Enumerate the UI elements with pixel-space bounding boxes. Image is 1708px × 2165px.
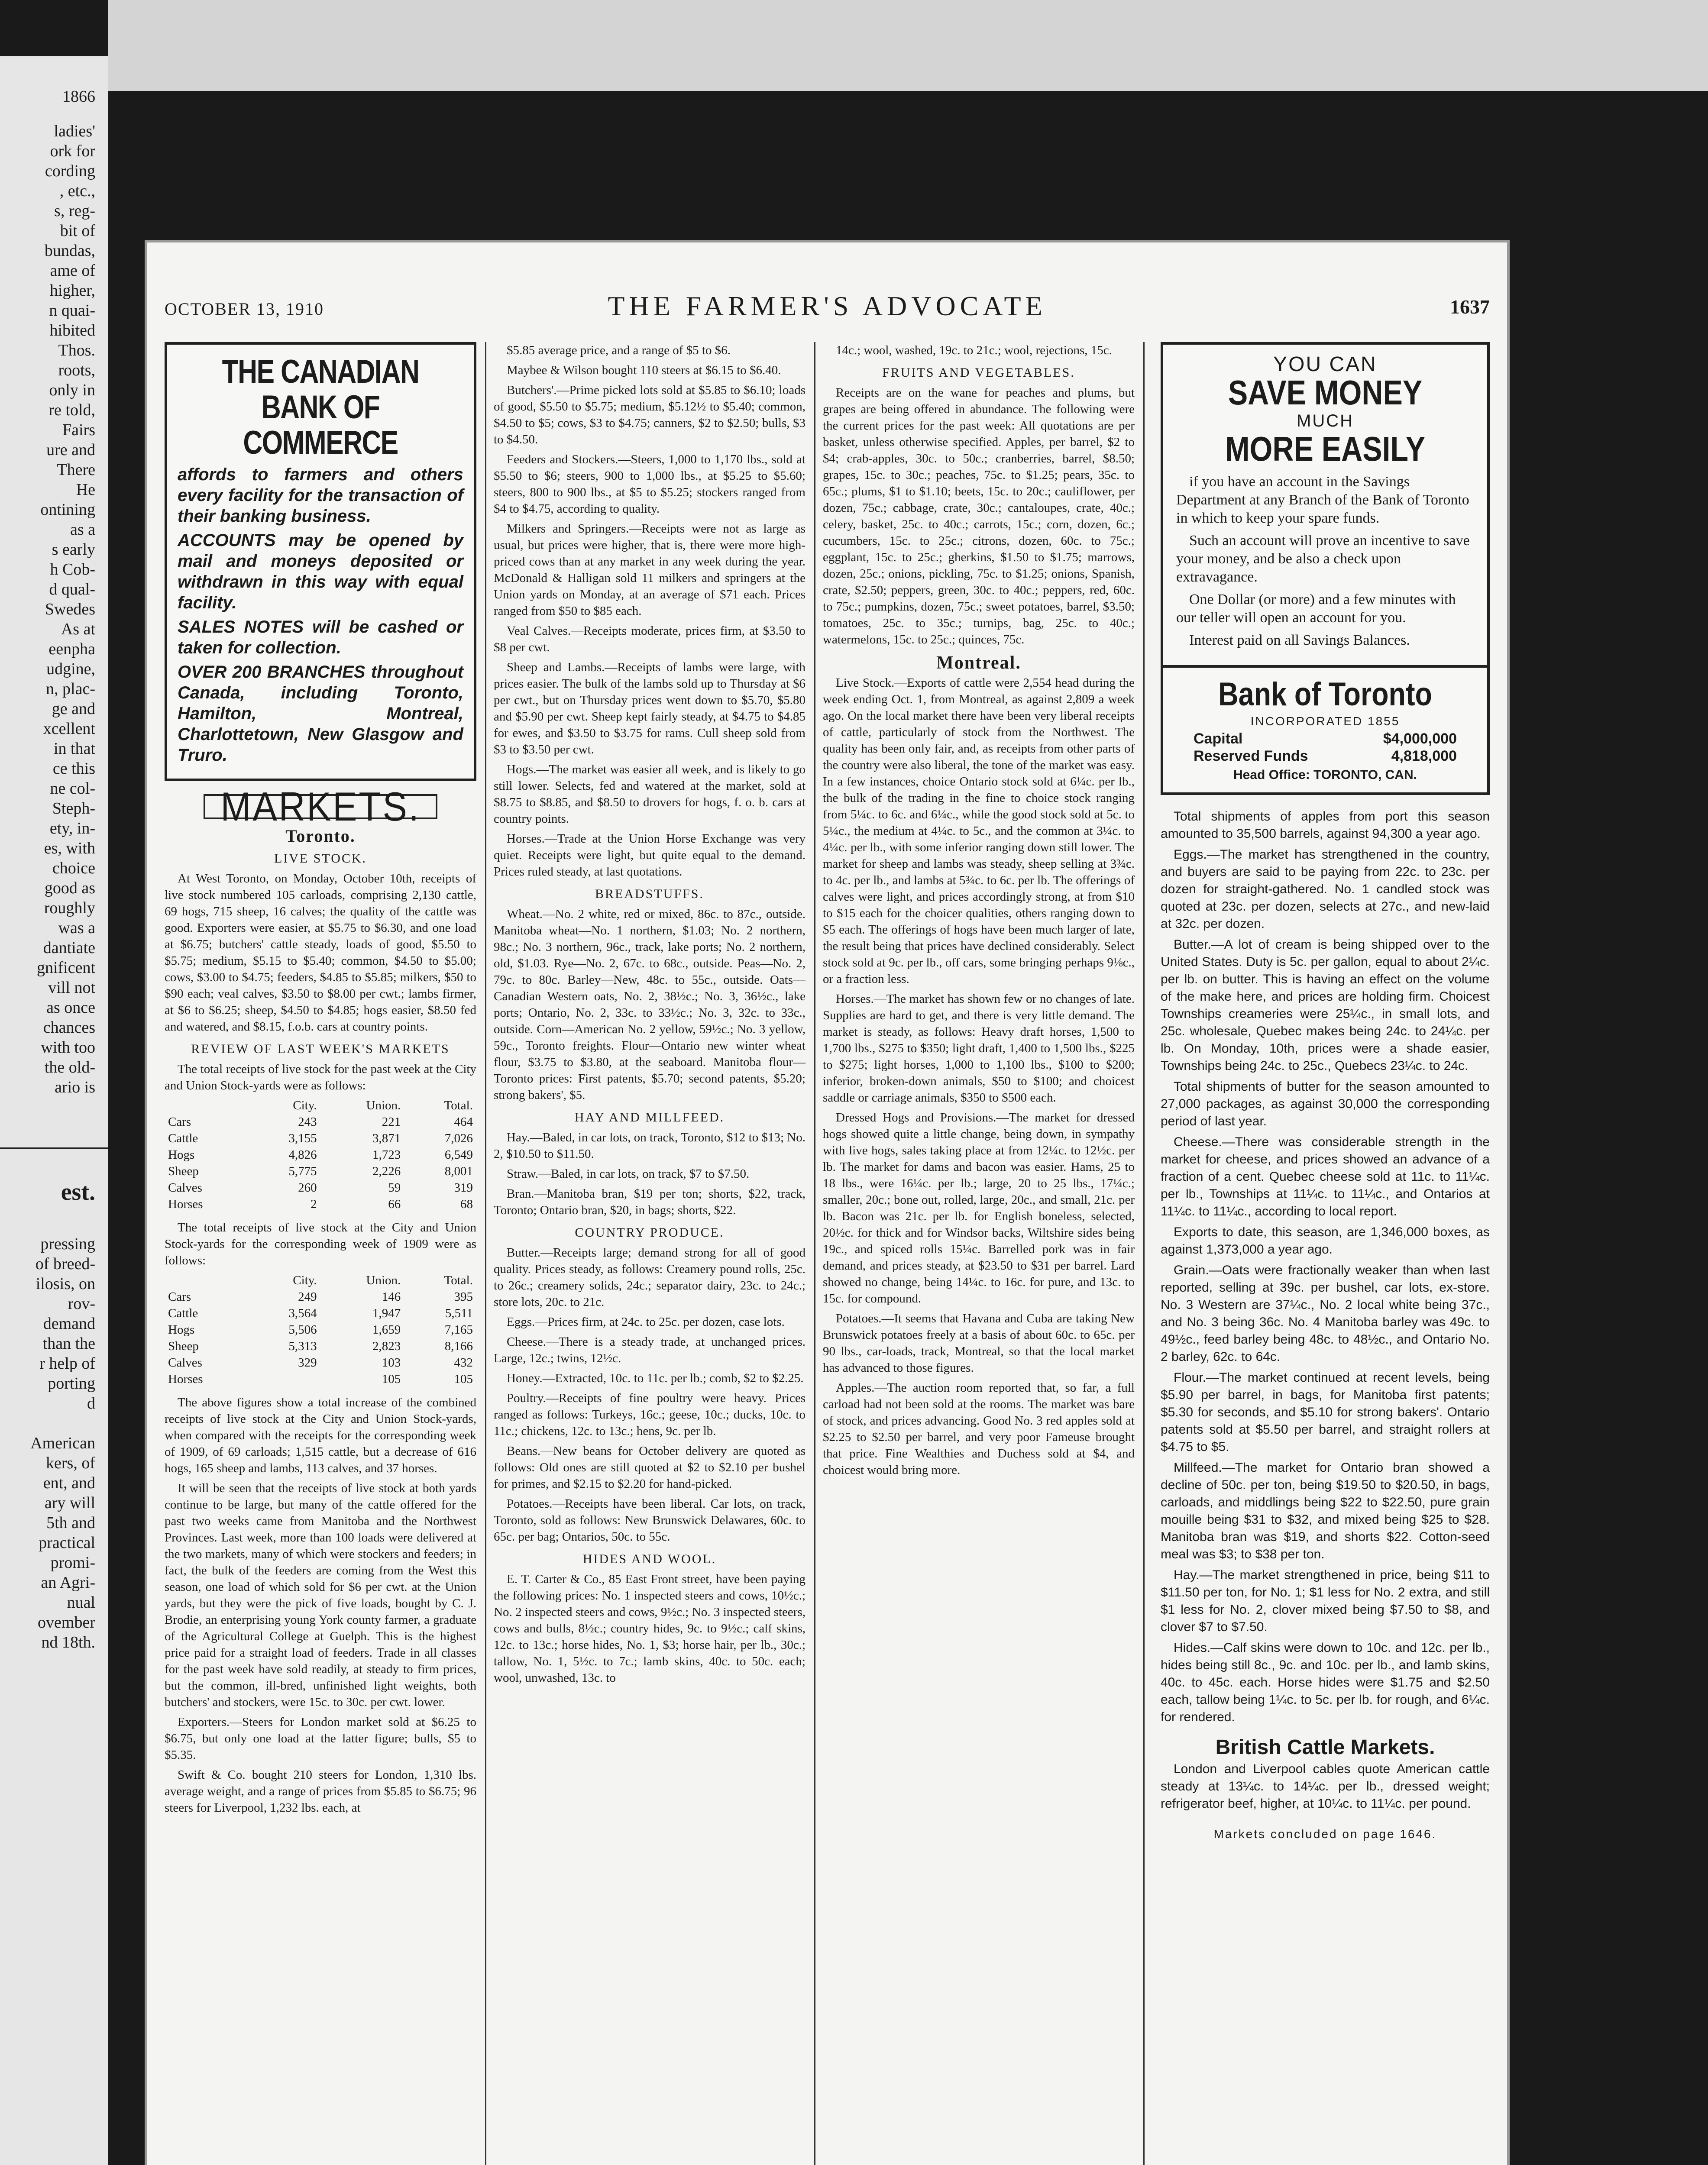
article-paragraph: Milkers and Springers.—Receipts were not as large as usual, but prices were higher, that is, there were more high-priced cows than at any market in any week during the year. McDonald & Halligan sold 11 milkers and springers at the Union yards on Monday, at an average of $71 each. Prices ranged from $50 to $85 each. (494, 522, 805, 618)
montreal-heading: Montreal. (936, 653, 1021, 673)
table-cell: 3,564 (288, 1306, 317, 1320)
adjacent-text-fragment: Thos. (58, 341, 95, 359)
adjacent-text-fragment: ne col- (50, 779, 95, 798)
hides-heading: HIDES AND WOOL. (582, 1552, 717, 1566)
adjacent-text-fragment: demand (43, 1315, 95, 1333)
table-header-cell: City. (293, 1099, 317, 1112)
article-paragraph: Cheese.—There was considerable strength in the market for cheese, and prices showed an advance of a fraction of a cent. Quebec cheese sold at 11c. to 11¼c. per lb., Townships at 11¼c. to 11¼c., and Ontarios at 11¼c. to 11¼c., according to local report. (1161, 1135, 1490, 1218)
bank-of-toronto-savings-ad (1161, 342, 1490, 668)
article-paragraph: Sheep and Lambs.—Receipts of lambs were large, with prices easier. The bulk of the lambs sold up to Thursday at $6 per cwt., but on Thursday prices went down to $5.70, $5.80 and $5.90 per cwt. Sheep kept fairly steady, at $4.75 to $4.85 for ewes, and $3.50 to $3.75 for rams. Cull sheep sold from $3 to $3.50 per cwt. (494, 660, 805, 756)
issue-date: OCTOBER 13, 1910 (165, 299, 324, 319)
adjacent-text-fragment: re told, (49, 401, 95, 419)
cbc-paragraph: OVER 200 BRANCHES throughout Canada, including Toronto, Hamilton, Montreal, Charlottetown, New Glasgow and Truro. (178, 662, 463, 765)
adjacent-text-fragment: Steph- (52, 799, 95, 818)
cbc-paragraph: ACCOUNTS may be opened by mail and moneys deposited or withdrawn in this way with equal facility. (178, 531, 463, 612)
article-paragraph: Hay.—The market strengthened in price, being $11 to $11.50 per ton, for No. 1; $1 less for No. 2 extra, and still $1 less for No. 2, clover mixed being $7.50 to $8, and clover $7 to $7.50. (1161, 1568, 1490, 1634)
review-heading: REVIEW OF LAST WEEK'S MARKETS (191, 1042, 450, 1056)
article-paragraph: Eggs.—Prices firm, at 24c. to 25c. per dozen, case lots. (507, 1315, 785, 1329)
table-cell: 432 (454, 1356, 473, 1370)
adjacent-text-fragment: ary will (44, 1494, 95, 1512)
adjacent-text-fragment: roughly (44, 899, 95, 917)
column-rule (1143, 342, 1145, 2165)
adjacent-page (0, 56, 108, 2165)
article-paragraph: Hides.—Calf skins were down to 10c. and 12c. per lb., hides being still 8c., 9c. and 10c. per lb., and lamb skins, 40c. to 45c. each. Horse hides were $1.75 and $2.50 each, tallow being 1¼c. to 5c. per lb. for rough, and 6¼c. for rendered. (1161, 1641, 1490, 1724)
adjacent-text-fragment: an Agri- (41, 1574, 95, 1592)
cbc-body (178, 464, 463, 766)
capital-label: Capital (1194, 730, 1243, 747)
table-cell: 3,871 (372, 1131, 401, 1145)
adjacent-text-fragment: was a (58, 919, 95, 937)
table-cell: 8,001 (444, 1164, 473, 1178)
table-cell: 7,165 (444, 1323, 473, 1337)
cbc-title: THE CANADIAN BANK OF COMMERCE (222, 353, 419, 461)
bank-of-toronto-card (1161, 665, 1490, 795)
article-paragraph: Wheat.—No. 2 white, red or mixed, 86c. to 87c., outside. Manitoba wheat—No. 1 northern, $1.03; No. 2 northern, 98c.; No. 3 northern, 96c., track, lake ports; No. 2 northern, old, $1.03. Rye—No. 2, 67c. to 68c., outside. Peas—No. 2, 79c. to 80c. Barley—New, 48c. to 55c., outside. Oats—Canadian Western oats, No. 2, 38½c.; No. 3, 36½c., lake ports; Ontario, No. 2, 33c. to 33½c.; No. 3, 32c. to 33c., outside. Corn—American No. 2 yellow, 59½c.; No. 3 yellow, 59c., Toronto freights. Flour—Ontario new winter wheat flour, $3.75 to $3.80, at the seaboard. Manitoba flour—Toronto prices: First patents, $5.70; second patents, $5.20; strong bakers', $5. (494, 907, 805, 1102)
column-1 (165, 342, 476, 1819)
live-stock-heading: LIVE STOCK. (274, 851, 367, 866)
incorporated-line: INCORPORATED 1855 (1250, 714, 1400, 728)
article-paragraph: Feeders and Stockers.—Steers, 1,000 to 1,170 lbs., sold at $5.50 to $6; steers, 900 to 1,000 lbs., at $5.25 to $5.60; steers, 800 to 900 lbs., at $5 to $5.25; stockers ranged from $4 to $4.75, according to quality. (494, 452, 805, 516)
table-cell: Hogs (168, 1323, 195, 1337)
table-cell: 395 (454, 1290, 473, 1304)
table-cell: 464 (454, 1115, 473, 1129)
toronto-heading: Toronto. (285, 826, 356, 846)
adjacent-text-fragment: s, reg- (54, 202, 95, 220)
article-paragraph: Hogs.—The market was easier all week, and is likely to go still lower. Selects, fed and watered at the market, sold at $8.75 to $8.85, and $8.50 to drovers for hogs, f. o. b. cars at country points. (494, 763, 805, 826)
ad-paragraph: if you have an account in the Savings Department at any Branch of the Bank of Toronto in which to keep your spare funds. (1176, 474, 1469, 526)
article-paragraph: Veal Calves.—Receipts moderate, prices firm, at $3.50 to $8 per cwt. (494, 624, 805, 654)
article-paragraph: Maybee & Wilson bought 110 steers at $6.15 to $6.40. (507, 363, 781, 377)
table-cell: Calves (168, 1356, 202, 1370)
article-paragraph: Eggs.—The market has strengthened in the country, and buyers are said to be paying from 22c. to 23c. per dozen for straight-gathered. No. 1 candled stock was quoted at 23c. per dozen, selects at 27c., and new-laid at 32c. per dozen. (1161, 847, 1490, 931)
receipts-table-1910 (165, 1097, 476, 1212)
adjacent-text-fragment: d (87, 1394, 95, 1412)
adjacent-text-fragment: d qual- (49, 580, 95, 598)
adjacent-text-fragment: bit of (60, 222, 95, 240)
article-paragraph: E. T. Carter & Co., 85 East Front street, have been paying the following prices: No. 1 inspected steers and cows, 10½c.; No. 2 inspected steers and cows, 9½c.; No. 3 inspected steers, cows and bulls, 8½c.; country hides, 9c. to 9½c.; calf skins, 12c. to 13c.; horse hides, No. 1, $3; horse hair, per lb., 30c.; tallow, No. 1, 5½c. to 7c.; lamb skins, 40c. to 50c. each; wool, unwashed, 13c. to (494, 1572, 805, 1685)
article-paragraph: Bran.—Manitoba bran, $19 per ton; shorts, $22, track, Toronto; Ontario bran, $20, in bags; shorts, $22. (494, 1187, 805, 1217)
adjacent-text-fragment: udgine, (46, 660, 95, 678)
table-cell: Cattle (168, 1306, 198, 1320)
adjacent-text-fragment: with too (41, 1038, 95, 1057)
column-4 (1161, 342, 1490, 1843)
table-row (165, 1354, 476, 1371)
adjacent-text-fragment: ety, in- (49, 819, 95, 837)
adjacent-text-fragment: s early (52, 540, 95, 559)
table-cell: 249 (298, 1290, 317, 1304)
reserve-label: Reserved Funds (1194, 748, 1308, 764)
adjacent-text-fragment: hibited (49, 321, 95, 339)
table-cell: Cars (168, 1115, 191, 1129)
adjacent-text-fragment: cording (45, 162, 95, 180)
article-paragraph: Cheese.—There is a steady trade, at unchanged prices. Large, 12c.; twins, 12½c. (494, 1335, 805, 1365)
article-paragraph: The total receipts of live stock for the past week at the City and Union Stock-yards were as follows: (165, 1062, 476, 1092)
table-cell: 260 (298, 1181, 317, 1195)
table-cell: 329 (298, 1356, 317, 1370)
adjacent-text-fragment: kers, of (46, 1454, 95, 1472)
adjacent-text-fragment: h Cob- (50, 560, 95, 578)
adjacent-text-fragment: es, with (44, 839, 95, 857)
adjacent-text-fragment: ontining (40, 501, 95, 519)
article-paragraph: At West Toronto, on Monday, October 10th, receipts of live stock numbered 105 carloads, comprising 2,130 cattle, 69 hogs, 715 sheep, 16 calves; the quality of the cattle was good. Exporters were easier, at $5.75 to $6.30, and one load at $6.75; butchers' cattle steady, loads of good, $5.50 to $5.75; medium, $5.15 to $5.40; common, $4.50 to $5.00; cows, $3.00 to $4.75; feeders, $4.85 to $5.85; milkers, $50 to $90 each; veal calves, $3.50 to $8.00 per cwt.; lambs firmer, at $6 to $6.25; sheep, $4.50 to $4.85; hogs easier, $8.50 fed and watered, and $8.15, f.o.b. cars at country points. (165, 872, 476, 1034)
ad-headline: MORE EASILY (1225, 430, 1426, 468)
adjacent-text-fragment: 5th and (46, 1514, 95, 1532)
table-header-cell: Total. (444, 1273, 473, 1287)
cbc-paragraph: affords to farmers and others every facility for the transaction of their banking business. (178, 465, 463, 526)
table-cell: 6,549 (444, 1148, 473, 1162)
adjacent-text-fragment: As at (61, 620, 95, 638)
adjacent-text-fragment: practical (39, 1534, 95, 1552)
adjacent-text-fragment: of breed- (35, 1255, 95, 1273)
adjacent-text-fragment: Swedes (45, 600, 95, 618)
table-cell: Cattle (168, 1131, 198, 1145)
british-cattle-markets-heading: British Cattle Markets. (1215, 1736, 1435, 1759)
adjacent-text-fragment: dantiate (43, 939, 95, 957)
publication-title: THE FARMER'S ADVOCATE (608, 291, 1047, 321)
article-paragraph: Honey.—Extracted, 10c. to 11c. per lb.; comb, $2 to $2.25. (507, 1371, 804, 1385)
table-header-cell: Union. (366, 1099, 401, 1112)
table-cell: 105 (382, 1372, 401, 1386)
table-row (165, 1130, 476, 1147)
adjacent-text-fragment: xcellent (43, 720, 95, 738)
adjacent-text-fragment: promi- (50, 1554, 95, 1572)
ad-paragraph: Interest paid on all Savings Balances. (1189, 632, 1410, 648)
adjacent-text-fragment: ork for (50, 142, 95, 160)
adjacent-text-fragment: n, plac- (46, 680, 95, 698)
canadian-bank-of-commerce-ad (165, 342, 476, 781)
table-header-cell: Total. (444, 1099, 473, 1112)
table-cell: 5,313 (288, 1339, 317, 1353)
article-paragraph: Receipts are on the wane for peaches and plums, but grapes are being offered in abundance. The following were the current prices for the past week: All quotations are per basket, unless otherwise specified. Apples, per barrel, $2 to $4; crab-apples, 30c. to 50c.; cranberries, barrel, $8.50; grapes, 15c. to 30c.; peaches, 75c. to $1.25; pears, 35c. to 65c.; plums, $1 to $1.10; beets, 15c. to 20c.; cauliflower, per dozen, 75c.; cabbage, crate, 30c.; cantaloupes, crate, 40c.; celery, basket, 25c. to 40c.; carrots, 15c.; corn, dozen, 6c.; cucumbers, 15c. to 25c.; citrons, dozen, 60c. to 75c.; eggplant, 15c. to 25c.; gherkins, $1.50 to $1.75; marrows, dozen, 25c.; onions, pickling, 75c. to $1.25; onions, Spanish, crate, $2.50; peppers, green, 30c. to 40c.; peppers, red, 60c. to 75c.; pumpkins, dozen, 75c.; sweet potatoes, barrel, $3.50; tomatoes, 25c. to 35c.; turnips, bag, 25c. to 40c.; watermelons, 15c. to 25c.; quinces, 75c. (823, 386, 1135, 646)
table-row (165, 1338, 476, 1354)
table-cell: 59 (388, 1181, 401, 1195)
table-cell: Sheep (168, 1339, 199, 1353)
adjacent-text-fragment: rov- (68, 1295, 95, 1313)
adjacent-text-fragment: in that (53, 740, 95, 758)
adjacent-text-fragment: good as (44, 879, 95, 897)
adjacent-text-fragment: nual (67, 1593, 95, 1612)
adjacent-text-fragment: There (57, 461, 95, 479)
film-margin-top (108, 0, 1708, 91)
table-header-cell: Union. (366, 1273, 401, 1287)
ad-lead: YOU CAN (1273, 353, 1377, 376)
table-cell: Horses (168, 1197, 203, 1211)
article-paragraph: Total shipments of apples from port this season amounted to 35,500 barrels, against 94,300 a year ago. (1161, 809, 1490, 841)
column-rule (485, 342, 486, 2165)
table-header-cell: City. (293, 1273, 317, 1287)
adjacent-text-fragment: bundas, (44, 242, 95, 260)
adjacent-text-fragment: ovember (38, 1613, 95, 1632)
table-cell: 105 (454, 1372, 473, 1386)
table-header-cell (165, 1272, 249, 1289)
adjacent-text-fragment: vill not (48, 979, 95, 997)
table-cell: Hogs (168, 1148, 195, 1162)
article-paragraph: Millfeed.—The market for Ontario bran showed a decline of 50c. per ton, being $19.50 to $20.50, in bags, carloads, and middlings being $22 to $22.50, pure grain mouille being $31 to $32, and mixed being $25 to $28. Manitoba bran was $19, and shorts $22. Cotton-seed meal was $3; to $38 per ton. (1161, 1461, 1490, 1561)
page-number: 1637 (1450, 296, 1490, 318)
capital-value: $4,000,000 (1383, 730, 1457, 747)
adjacent-text-fragment: as a (70, 520, 95, 539)
table-cell: 2 (311, 1197, 317, 1211)
article-paragraph: Horses.—Trade at the Union Horse Exchange was very quiet. Receipts were light, but quite equal to the demand. Prices ruled steady, at last quotations. (494, 832, 805, 879)
table-row (165, 1114, 476, 1130)
adjacent-text-fragment: the old- (44, 1058, 95, 1076)
article-paragraph: Flour.—The market continued at recent levels, being $5.90 per barrel, in bags, for Manitoba first patents; $5.30 for seconds, and $5.10 for strong bakers'. Ontario patents sold at $5.50 per barrel, and straight rollers at $4.75 to $5. (1161, 1370, 1490, 1454)
table-cell: Calves (168, 1181, 202, 1195)
table-row (165, 1305, 476, 1322)
newspaper-page (147, 242, 1507, 2165)
table-cell: 5,511 (445, 1306, 473, 1320)
table-row (165, 1371, 476, 1387)
article-paragraph: Beans.—New beans for October delivery are quoted as follows: Old ones are still quoted at $2 to $2.10 per bushel for primes, and $2.15 to $2.20 for hand-picked. (494, 1444, 805, 1491)
adjacent-text-fragment: ge and (52, 700, 95, 718)
article-paragraph: It will be seen that the receipts of live stock at both yards continue to be large, but many of the cattle offered for the past two weeks came from Manitoba and the Northwest Provinces. Last week, more than 100 loads were delivered at the two markets, many of which were stockers and feeders; in fact, the bulk of the feeders are coming from the West this season, one load of which sold for $6 per cwt. at the Union yards, but they were the pick of five loads, bought by C. J. Brodie, an enterprising young York county farmer, a graduate of the Agricultural College at Guelph. This is the highest price paid for a straight load of feeders. Trade in all classes for the past week have sold readily, at steady to firm prices, but the common, ill-bred, unfinished light weights, both butchers' and stockers, were 15c. to 30c. per cwt. lower. (165, 1481, 476, 1709)
adjacent-text-fragment: porting (48, 1374, 95, 1393)
article-paragraph: Straw.—Baled, in car lots, on track, $7 to $7.50. (507, 1167, 750, 1181)
reserve-row (1176, 747, 1474, 765)
table-cell: Horses (168, 1372, 203, 1386)
table-cell: 66 (388, 1197, 401, 1211)
table-cell: 1,659 (372, 1323, 401, 1337)
adjacent-text-fragment: gnificent (36, 959, 95, 977)
cbc-paragraph: SALES NOTES will be cashed or taken for collection. (178, 617, 463, 657)
table-cell: 4,826 (288, 1148, 317, 1162)
adjacent-text-fragment: He (76, 481, 95, 499)
table-cell: 7,026 (444, 1131, 473, 1145)
table-cell: 319 (454, 1181, 473, 1195)
adjacent-text-fragment: ladies' (54, 122, 95, 140)
table-cell: 3,155 (288, 1131, 317, 1145)
article-paragraph: Apples.—The auction room reported that, so far, a full carload had not been sold at the rooms. The market was bare of stock, and prices advancing. Good No. 3 red apples sold at $2.25 to $2.50 per barrel, and very poor Fameuse brought that price. Fine Wealthies and Duchess sold at $4, and choicest would bring more. (823, 1381, 1135, 1477)
receipts-table-1909 (165, 1272, 476, 1387)
ad-headline: SAVE MONEY (1228, 373, 1423, 412)
bank-name: Bank of Toronto (1218, 676, 1432, 713)
article-paragraph: Grain.—Oats were fractionally weaker than when last reported, selling at 39c. per bushel, car lots, ex-store. No. 3 Western are 37¼c., No. 2 local white being 37c., and No. 3 being 36c. No. 4 Manitoba barley was 49c. to 49½c., feed barley being 48c. to 48½c., and Ontario No. 2 barley, 62c. to 64c. (1161, 1263, 1490, 1364)
table-row (165, 1163, 476, 1179)
markets-banner: MARKETS. (204, 794, 437, 819)
adjacent-text-fragment: choice (52, 859, 95, 877)
adjacent-text-fragment: chances (43, 1018, 95, 1037)
article-paragraph: Dressed Hogs and Provisions.—The market for dressed hogs showed quite a little change, being down, in sympathy with live hogs, sales taking place at from 12¼c. to 12½c. per lb. The market for dams and bacon was easier. Hams, 25 to 18 lbs., were 16¼c. per lb.; large, 20 to 25 lbs., 17¼c.; smaller, 20c.; bone out, rolled, large, 20c., and small, 21c. per lb. Bacon was 21c. per lb. for English boneless, selected, 20½c. for thick and for Windsor backs, Wiltshire sides being 19c., and spiced rolls 15¼c. Barrelled pork was in fair demand, and prices steady, at $23.50 to $31 per barrel. Lard showed no change, being 14¼c. to 16c. for pure, and 13c. to 15c. for compound. (823, 1111, 1135, 1305)
reserve-value: 4,818,000 (1391, 748, 1457, 764)
article-paragraph: $5.85 average price, and a range of $5 to $6. (507, 343, 731, 357)
table-cell: 103 (382, 1356, 401, 1370)
article-paragraph: Butter.—Receipts large; demand strong for all of good quality. Prices steady, as follows: Creamery pound rolls, 25c. to 26c.; creamery solids, 24c.; separator dairy, 23c. to 24c.; store lots, 20c. to 21c. (494, 1246, 805, 1309)
adjacent-text-fragment: as once (46, 998, 95, 1017)
adjacent-text-fragment: higher, (49, 281, 95, 300)
capital-row (1176, 730, 1474, 747)
hay-heading: HAY AND MILLFEED. (574, 1110, 725, 1125)
adjacent-text-fragment: ent, and (43, 1474, 95, 1492)
table-cell (249, 1371, 320, 1387)
adjacent-text-fragment: roots, (58, 361, 95, 379)
table-header-cell (165, 1097, 249, 1114)
table-cell: Sheep (168, 1164, 199, 1178)
article-paragraph: Potatoes.—It seems that Havana and Cuba are taking New Brunswick potatoes freely at a basis of about 60c. to 65c. per 90 lbs., car-loads, track, Montreal, so that the local market has advanced to those figures. (823, 1312, 1135, 1375)
article-paragraph: Total shipments of butter for the season amounted to 27,000 packages, as against 30,000 the corresponding period of last year. (1161, 1079, 1490, 1128)
ad-body (1176, 473, 1474, 650)
column-rule (814, 342, 815, 2165)
fruits-heading: FRUITS AND VEGETABLES. (882, 365, 1075, 380)
table-cell: 68 (460, 1197, 473, 1211)
table-row (165, 1196, 476, 1212)
adjacent-text-fragment: ario is (55, 1078, 95, 1096)
table-cell: 2,226 (372, 1164, 401, 1178)
adjacent-rule (0, 1147, 108, 1149)
article-paragraph: Exports to date, this season, are 1,346,000 boxes, as against 1,373,000 a year ago. (1161, 1225, 1490, 1257)
article-paragraph: The total receipts of live stock at the City and Union Stock-yards for the corresponding week of 1909 were as follows: (165, 1221, 476, 1267)
column-3 (823, 342, 1135, 1482)
table-cell: 1,723 (372, 1148, 401, 1162)
table-cell: 221 (382, 1115, 401, 1129)
adjacent-section-head: est. (61, 1179, 95, 1205)
adjacent-text-fragment: r help of (39, 1354, 95, 1373)
adjacent-text-fragment: n quai- (49, 301, 95, 320)
ad-subline: MUCH (1297, 411, 1354, 430)
article-paragraph: Butter.—A lot of cream is being shipped over to the United States. Duty is 5c. per gallon, equal to about 2¼c. per lb. on butter. This is having an effect on the volume of the make here, and prices are holding firm. Choicest Townships creameries were 25¼c., in small lots, and 25c. wholesale, Quebec makes being 24c. to 24¼c. per lb. On Monday, 10th, prices were a shade easier, Townships being 24c. to 25c., Quebecs 23¼c. to 24c. (1161, 937, 1490, 1073)
ad-paragraph: One Dollar (or more) and a few minutes with our teller will open an account for you. (1176, 591, 1456, 626)
table-row (165, 1289, 476, 1305)
table-cell: 243 (298, 1115, 317, 1129)
table-cell: Cars (168, 1290, 191, 1304)
adjacent-text-fragment: American (30, 1434, 95, 1452)
adjacent-text-fragment: ce this (52, 759, 95, 778)
adjacent-text-fragment: , etc., (59, 182, 95, 200)
article-paragraph: Live Stock.—Exports of cattle were 2,554 head during the week ending Oct. 1, from Montreal, as against 2,809 a week ago. On the local market there have been very liberal receipts of cattle, particularly of stock from the Northwest. The quality has been only fair, and, as receipts from other parts of the country were also liberal, the tone of the market was easy. In a few instances, choice Ontario stock sold at 6¼c. per lb., the bulk of the trading in the fine to choice stock ranging from 5¼c. to 6c. and 6¼c., while the good stock sold at 5c. to 5¼c., the medium at 4¼c. to 5c., and the common at 3¼c. to 4¼c. per lb., with some inferior ranging down still lower. The market for sheep and lambs was steady, sheep selling at 3¾c. to 4c. per lb., and lambs at 5¾c. to 6c. per lb. The offerings of calves were light, and prices accordingly strong, at from $10 to $15 each for the choicer qualities, others ranging down to $5 each. The offerings of hogs have been much larger of late, the result being that prices have declined considerably. Select stock sold at 9c. per lb., off cars, some bringing perhaps 9⅛c., or a fraction less. (823, 676, 1135, 986)
running-head (165, 290, 1490, 329)
article-paragraph: Horses.—The market has shown few or no changes of late. Supplies are hard to get, and there is very little demand. The market is steady, as follows: Heavy draft horses, 1,500 to 1,700 lbs., $275 to $350; light draft, 1,400 to 1,500 lbs., $225 to $275; light horses, 1,000 to 1,100 lbs., $100 to $200; inferior, broken-down animals, $50 to $100; and choicest saddle or carriage animals, $350 to $500 each. (823, 992, 1135, 1105)
adjacent-text-fragment: eenpha (49, 640, 95, 658)
adjacent-text-fragment: pressing (40, 1235, 95, 1253)
adjacent-text-fragment: only in (49, 381, 95, 399)
adjacent-text-fragment: ure and (46, 441, 95, 459)
table-row (165, 1322, 476, 1338)
adjacent-text-fragment: ilosis, on (36, 1275, 95, 1293)
article-paragraph: 14c.; wool, washed, 19c. to 21c.; wool, rejections, 15c. (836, 343, 1112, 357)
country-produce-heading: COUNTRY PRODUCE. (575, 1225, 725, 1240)
column-2 (494, 342, 805, 1690)
table-cell: 5,506 (288, 1323, 317, 1337)
article-paragraph: Butchers'.—Prime picked lots sold at $5.85 to $6.10; loads of good, $5.50 to $5.75; medium, $5.12½ to $5.40; common, $4.50 to $5; cows, $3 to $4.75; canners, $2 to $2.50; bulls, $3 to $4.50. (494, 383, 805, 446)
table-cell: 5,775 (288, 1164, 317, 1178)
adjacent-text-fragment: ame of (50, 262, 95, 280)
table-row (165, 1179, 476, 1196)
adjacent-text-fragment: nd 18th. (41, 1633, 95, 1651)
ad-paragraph: Such an account will prove an incentive to save your money, and be also a check upon extravagance. (1176, 533, 1470, 585)
adjacent-text-fragment: than the (42, 1335, 95, 1353)
table-cell: 8,166 (444, 1339, 473, 1353)
article-paragraph: Swift & Co. bought 210 steers for London, 1,310 lbs. average weight, and a range of prices from $5.85 to $6.75; 96 steers for Liverpool, 1,232 lbs. each, at (165, 1768, 476, 1815)
article-paragraph: Poultry.—Receipts of fine poultry were heavy. Prices ranged as follows: Turkeys, 16c.; geese, 10c.; ducks, 10c. to 11c.; chickens, 12c. to 13c.; hens, 9c. per lb. (494, 1391, 805, 1438)
article-paragraph: London and Liverpool cables quote American cattle steady at 13¼c. to 14¼c. per lb., dressed weight; refrigerator beef, higher, at 10¼c. to 11¼c. per pound. (1161, 1762, 1490, 1811)
breadstuffs-heading: BREADSTUFFS. (595, 887, 704, 901)
table-cell: 1,947 (372, 1306, 401, 1320)
article-paragraph: Exporters.—Steers for London market sold at $6.25 to $6.75, but only one load at the latter figure; bulls, $5 to $5.35. (165, 1715, 476, 1762)
article-paragraph: Potatoes.—Receipts have been liberal. Car lots, on track, Toronto, sold as follows: New Brunswick Delawares, 60c. to 65c. per bag; Ontarios, 50c. to 55c. (494, 1497, 805, 1544)
table-row (165, 1147, 476, 1163)
head-office: Head Office: TORONTO, CAN. (1233, 768, 1417, 782)
article-paragraph: The above figures show a total increase of the combined receipts of live stock at the City and Union Stock-yards, when compared with the receipts for the corresponding week of 1909, of 69 carloads; 1,515 cattle, but a decrease of 616 hogs, 165 sheep and lambs, 113 calves, and 37 horses. (165, 1396, 476, 1475)
article-paragraph: Hay.—Baled, in car lots, on track, Toronto, $12 to $13; No. 2, $10.50 to $11.50. (494, 1131, 805, 1161)
adjacent-text-fragment: Fairs (62, 421, 95, 439)
table-cell: 2,823 (372, 1339, 401, 1353)
table-cell: 146 (382, 1290, 401, 1304)
continued-note: Markets concluded on page 1646. (1213, 1827, 1437, 1841)
adjacent-year: 1866 (62, 87, 95, 106)
